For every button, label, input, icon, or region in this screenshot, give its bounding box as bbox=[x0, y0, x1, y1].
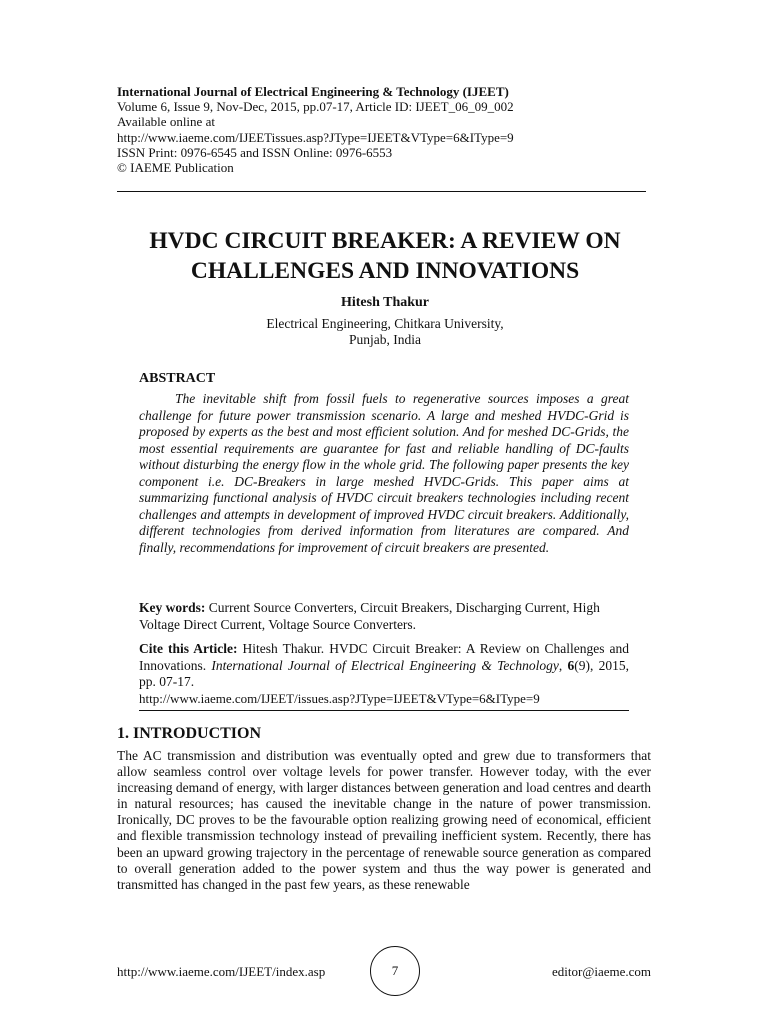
abstract-text: The inevitable shift from fossil fuels to regenerative sources imposes a great challenge for future power transmission scenario. A large and meshed HVDC-Grid is proposed by experts as the best and most efficient solution. And for meshed DC-Grids, the most essential requirements are guarantee for fast and reliable handling of DC-faults without disturbing the energy flow in the whole grid. The following paper presents the key component i.e. DC-Breakers in large meshed HVDC-Grids. This paper aims at summarizing functional analysis of HVDC circuit breakers technologies including recent challenges and attempts in development of improved HVDC circuit breakers. Additionally, different technologies from derived information from literatures are compared. And finally, recommendations for improvement of circuit breakers are presented. bbox=[139, 391, 629, 555]
author-name: Hitesh Thakur bbox=[340, 295, 430, 310]
cite-volume: 6 bbox=[567, 657, 575, 673]
page-number: 7 bbox=[370, 946, 420, 996]
introduction-text: The AC transmission and distribution was eventually opted and grew due to transformers that allow seamless control over voltage levels for power transfer. However today, with the ever increasing demand of energy, with larger distances between generation and load centres and dearth in natural resources; has caused the inevitable change in the nature of power transmission. Ironically, DC proves to be the favourable option realizing growing need of economical, efficient and flexible transmission technology instead of prevailing inefficient system. Recently, there has been an upward growing trajectory in the percentage of renewable source generation as compared to overall generation added to the power system and thus the way power is generated and transmitted has changed in the past few years, as these renewable bbox=[117, 748, 651, 892]
journal-name: International Journal of Electrical Engineering & Technology (IJEET) bbox=[117, 84, 509, 99]
journal-header bbox=[117, 84, 647, 175]
cite-url[interactable]: http://www.iaeme.com/IJEET/issues.asp?JType=IJEET&VType=6&IType=9 bbox=[139, 691, 540, 706]
title-line-1: HVDC CIRCUIT BREAKER: A REVIEW ON bbox=[149, 228, 621, 254]
header-divider bbox=[117, 191, 646, 192]
footer-email[interactable]: editor@iaeme.com bbox=[552, 964, 651, 979]
affiliation bbox=[90, 316, 680, 348]
issn-info: ISSN Print: 0976-6545 and ISSN Online: 0976-6553 bbox=[117, 144, 393, 160]
cite-journal: International Journal of Electrical Engineering & Technology bbox=[211, 657, 559, 673]
title-line-2: CHALLENGES AND INNOVATIONS bbox=[190, 258, 580, 284]
cite-label: Cite this Article: bbox=[139, 641, 238, 656]
cite-text: Hitesh Thakur. HVDC Circuit Breaker: A Review on Challenges and Innovations. bbox=[139, 641, 630, 673]
cite-divider bbox=[139, 710, 629, 711]
citation: Cite this Article: Hitesh Thakur. HVDC Circuit Breaker: A Review on Challenges and Innovations. International Journal of Electrical Engineering & Technology, 6(9), 2015, pp. 07-17. bbox=[139, 641, 630, 689]
affiliation-line-2: Punjab, India bbox=[349, 332, 421, 347]
paper-title bbox=[90, 226, 680, 286]
keywords bbox=[139, 600, 629, 633]
volume-info: Volume 6, Issue 9, Nov-Dec, 2015, pp.07-17, Article ID: IJEET_06_09_002 bbox=[117, 99, 514, 115]
keywords-label: Key words: bbox=[139, 600, 206, 615]
publisher: © IAEME Publication bbox=[117, 160, 234, 176]
journal-url[interactable]: http://www.iaeme.com/IJEETissues.asp?JType=IJEET&VType=6&IType=9 bbox=[117, 129, 514, 145]
cite-issue: (9), 2015, pp. 07-17. bbox=[139, 657, 630, 689]
footer-url[interactable]: http://www.iaeme.com/IJEET/index.asp bbox=[117, 964, 326, 979]
affiliation-line-1: Electrical Engineering, Chitkara University, bbox=[266, 316, 504, 331]
introduction-heading: 1. INTRODUCTION bbox=[117, 725, 262, 742]
keywords-text: Current Source Converters, Circuit Breakers, Discharging Current, High Voltage Direct Current, Voltage Source Converters. bbox=[139, 600, 600, 632]
abstract-heading: ABSTRACT bbox=[139, 371, 216, 386]
available-online-label: Available online at bbox=[117, 114, 215, 130]
